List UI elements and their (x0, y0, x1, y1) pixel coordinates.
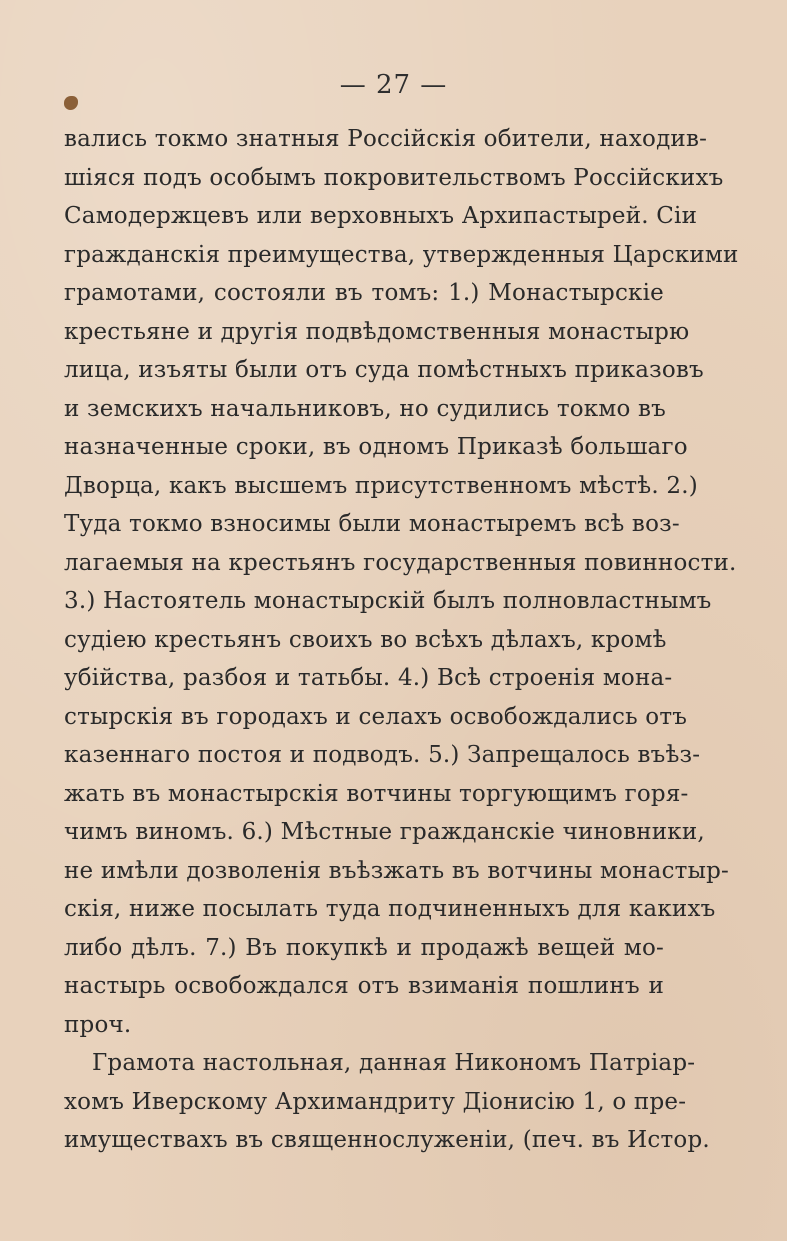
text-line: чимъ виномъ. 6.) Мѣстные гражданскіе чиновники, (64, 819, 705, 845)
text-line: назначенные сроки, въ одномъ Приказѣ большаго (64, 434, 688, 460)
text-line: Грамота настольная, данная Никономъ Патріар- (92, 1050, 696, 1076)
text-line: вались токмо знатныя Россійскія обители, находив- (64, 126, 708, 152)
text-line: хомъ Иверскому Архимандриту Діонисію 1, о пре- (64, 1088, 687, 1115)
text-line: и земскихъ начальниковъ, но судились токмо въ (64, 395, 666, 422)
ink-stain (64, 96, 78, 110)
paragraph-1 (64, 120, 739, 1044)
text-line: жать въ монастырскія вотчины торгующимъ горя- (64, 780, 689, 807)
text-line: Туда токмо взносимы были монастыремъ всѣ воз- (64, 511, 680, 537)
text-line: крестьяне и другія подвѣдомственныя монастырю (64, 318, 690, 345)
text-line: грамотами, состояли въ томъ: 1.) Монастырскіе (64, 280, 664, 306)
text-line: скія, ниже посылать туда подчиненныхъ для какихъ (64, 896, 716, 922)
text-line: судіею крестьянъ своихъ во всѣхъ дѣлахъ, кромѣ (64, 626, 667, 653)
text-line: стырскія въ городахъ и селахъ освобождались отъ (64, 703, 688, 730)
text-line: Дворца, какъ высшемъ присутственномъ мѣстѣ. 2.) (64, 472, 698, 499)
text-line: 3.) Настоятель монастырскій былъ полновластнымъ (64, 588, 712, 614)
body-text (64, 120, 739, 1160)
text-line: Самодержцевъ или верховныхъ Архипастырей. Сіи (64, 203, 698, 229)
text-line: настырь освобождался отъ взиманія пошлинъ и (64, 973, 664, 999)
text-line: шіяся подъ особымъ покровительствомъ Россійскихъ (64, 164, 724, 191)
text-line: лагаемыя на крестьянъ государственныя повинности. (64, 549, 737, 576)
paragraph-2 (64, 1044, 710, 1160)
text-line: казеннаго постоя и подводъ. 5.) Запрещалось въѣз- (64, 742, 701, 768)
text-line: гражданскія преимущества, утвержденныя Царскими (64, 241, 739, 268)
text-line: либо дѣлъ. 7.) Въ покупкѣ и продажѣ вещей мо- (64, 934, 664, 961)
text-line: проч. (64, 1011, 132, 1038)
page-number: — 27 — (339, 70, 448, 100)
text-line: лица, изъяты были отъ суда помѣстныхъ приказовъ (64, 357, 704, 383)
text-line: не имѣли дозволенія въѣзжать въ вотчины монастыр- (64, 857, 729, 884)
text-line: убійства, разбоя и татьбы. 4.) Всѣ строенія мона- (64, 665, 673, 691)
text-line: имуществахъ въ священнослуженіи, (печ. въ Истор. (64, 1127, 710, 1153)
